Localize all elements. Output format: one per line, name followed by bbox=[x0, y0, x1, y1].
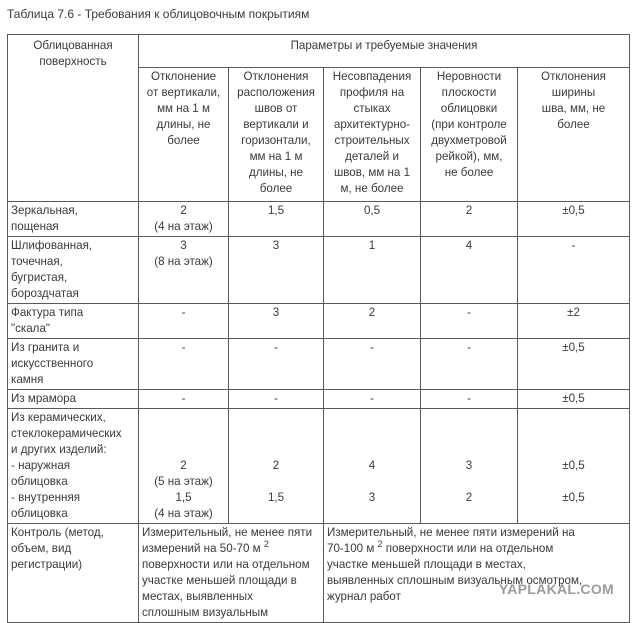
row-surface: Шлифованная, точечная, бугристая, бороздчатая bbox=[8, 237, 139, 304]
cell-vertical: 2 (5 на этаж) 1,5 (4 на этаж) bbox=[139, 409, 229, 524]
header-col-flatness: Неровности плоскости облицовки (при контроле двухметровой рейкой), мм, не более bbox=[421, 68, 518, 202]
requirements-table bbox=[7, 34, 630, 623]
table-row bbox=[8, 390, 630, 409]
table-row-ceramic bbox=[8, 409, 630, 524]
table-row bbox=[8, 339, 630, 390]
cell-flatness: 3 2 bbox=[421, 409, 518, 524]
cell-seam-width: - bbox=[518, 237, 630, 304]
cell-profile: - bbox=[324, 390, 421, 409]
cell-vertical: - bbox=[139, 304, 229, 339]
cell-vertical: 3 (8 на этаж) bbox=[139, 237, 229, 304]
cell-flatness: - bbox=[421, 339, 518, 390]
cell-profile: 2 bbox=[324, 304, 421, 339]
header-col-seams: Отклонения расположения швов от вертикали и горизонтали, мм на 1 м длины, не более bbox=[229, 68, 324, 202]
table-row bbox=[8, 202, 630, 237]
row-surface: Контроль (метод, объем, вид регистрации) bbox=[8, 524, 139, 623]
cell-seam-width: ±0,5 bbox=[518, 339, 630, 390]
control-method-right: Измерительный, не менее пяти измерений на 70-100 м $^2$ поверхности или на отдельном участке меньшей площади в местах, выявленных сплошным визуальным осмотром, журнал работ bbox=[324, 524, 630, 623]
cell-seams: 3 bbox=[229, 237, 324, 304]
cell-seams: - bbox=[229, 339, 324, 390]
header-col-vertical: Отклонение от вертикали, мм на 1 м длины, не более bbox=[139, 68, 229, 202]
row-surface: Зеркальная, пощеная bbox=[8, 202, 139, 237]
cell-seams: 1,5 bbox=[229, 202, 324, 237]
header-surface: Облицованная поверхность bbox=[8, 35, 139, 202]
cell-seam-width: ±2 bbox=[518, 304, 630, 339]
cell-flatness: 4 bbox=[421, 237, 518, 304]
cell-seam-width: ±0,5 bbox=[518, 202, 630, 237]
cell-seam-width: ±0,5 ±0,5 bbox=[518, 409, 630, 524]
watermark-logo: YAPLAKAL.COM bbox=[498, 581, 614, 597]
cell-profile: 0,5 bbox=[324, 202, 421, 237]
cell-seams: 3 bbox=[229, 304, 324, 339]
row-surface: Из гранита и искусственного камня bbox=[8, 339, 139, 390]
cell-flatness: - bbox=[421, 304, 518, 339]
row-surface: Из керамических, стеклокерамических и других изделий: - наружная облицовка - внутренняя облицовка bbox=[8, 409, 139, 524]
cell-profile: 1 bbox=[324, 237, 421, 304]
cell-flatness: - bbox=[421, 390, 518, 409]
cell-seams: 2 1,5 bbox=[229, 409, 324, 524]
cell-seams: - bbox=[229, 390, 324, 409]
cell-vertical: - bbox=[139, 339, 229, 390]
table-row bbox=[8, 237, 630, 304]
row-surface: Фактура типа "скала" bbox=[8, 304, 139, 339]
cell-vertical: 2 (4 на этаж) bbox=[139, 202, 229, 237]
cell-profile: 4 3 bbox=[324, 409, 421, 524]
cell-flatness: 2 bbox=[421, 202, 518, 237]
table-caption: Таблица 7.6 - Требования к облицовочным покрытиям bbox=[7, 7, 310, 21]
control-method-left: Измерительный, не менее пяти измерений на 50-70 м $^2$ поверхности или на отдельном участке меньшей площади в местах, выявленных сплошным визуальным bbox=[139, 524, 324, 623]
header-params: Параметры и требуемые значения bbox=[139, 35, 630, 68]
header-row-1 bbox=[8, 35, 630, 68]
cell-vertical: - bbox=[139, 390, 229, 409]
cell-seam-width: ±0,5 bbox=[518, 390, 630, 409]
header-col-seam-width: Отклонения ширины шва, мм, не более bbox=[518, 68, 630, 202]
cell-profile: - bbox=[324, 339, 421, 390]
row-surface: Из мрамора bbox=[8, 390, 139, 409]
header-col-profile: Несовпадения профиля на стыках архитектурно- строительных деталей и швов, мм на 1 м, не более bbox=[324, 68, 421, 202]
table-row bbox=[8, 304, 630, 339]
table-row-control bbox=[8, 524, 630, 623]
